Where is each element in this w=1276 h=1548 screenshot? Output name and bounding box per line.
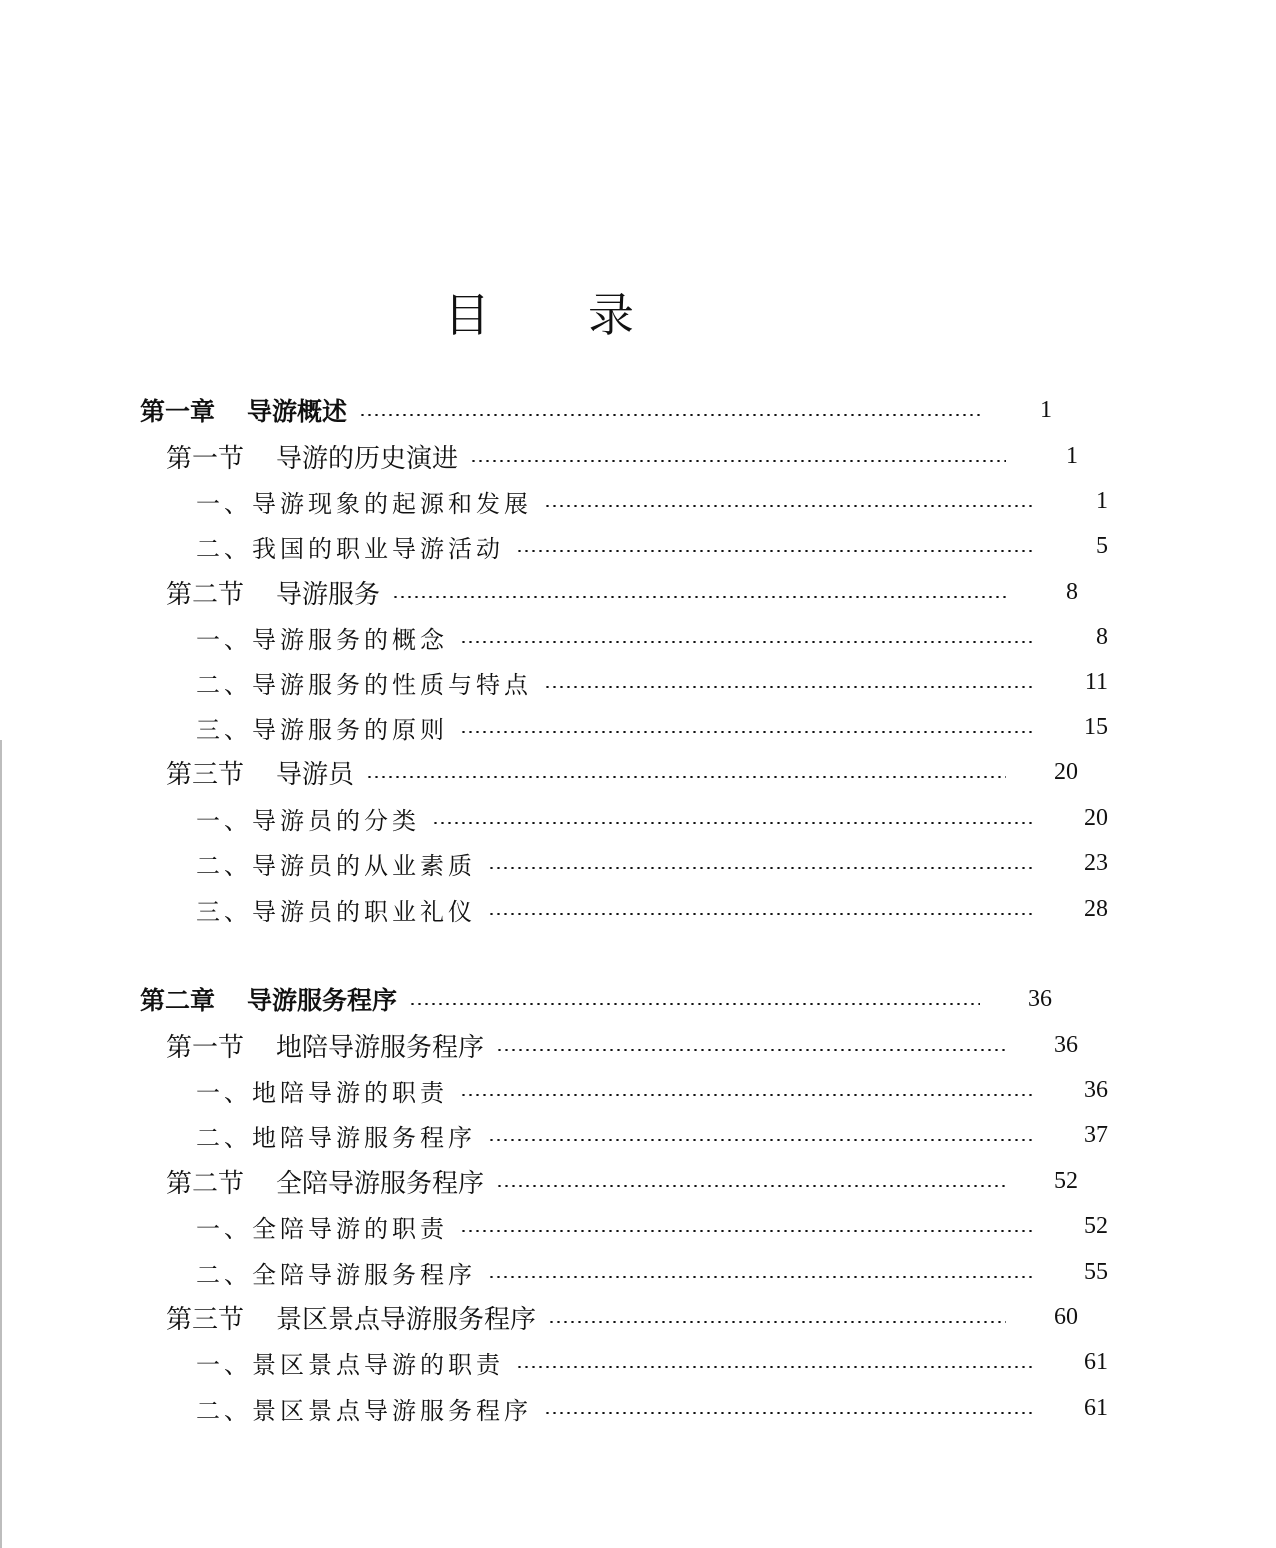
dot-leader — [460, 1094, 1036, 1096]
toc-item-row[interactable] — [0, 1206, 1276, 1246]
toc-entry-title: 一、全陪导游的职责 — [196, 1214, 448, 1243]
dot-leader — [366, 776, 1006, 778]
toc-entry-label — [196, 484, 532, 519]
dot-leader — [460, 1230, 1036, 1232]
toc-chapter-row[interactable] — [0, 979, 1220, 1019]
toc-page-number: 61 — [1084, 1348, 1108, 1375]
toc-page-number: 15 — [1084, 713, 1108, 740]
toc-entry-label — [196, 620, 448, 655]
toc-section-row[interactable] — [0, 436, 1246, 476]
dot-leader — [488, 913, 1036, 915]
toc-entry-number: 第一节 — [166, 1032, 245, 1063]
toc-entry-title: 二、我国的职业导游活动 — [196, 534, 504, 563]
dot-leader — [409, 1003, 980, 1005]
dot-leader — [544, 686, 1036, 688]
toc-entry-label — [166, 1299, 536, 1336]
toc-page-number: 28 — [1084, 895, 1108, 922]
toc-entry-label — [196, 846, 476, 881]
toc-entry-label — [196, 1118, 476, 1153]
toc-entry-label — [140, 981, 397, 1017]
toc-entry-label — [196, 710, 448, 745]
toc-entry-label — [196, 801, 420, 836]
toc-page-number: 61 — [1084, 1394, 1108, 1421]
toc-section-row[interactable] — [0, 1161, 1246, 1201]
toc-page-number: 36 — [1054, 1031, 1078, 1058]
toc-entry-label — [196, 1255, 476, 1290]
toc-entry-title: 一、导游现象的起源和发展 — [196, 489, 532, 518]
toc-page-number: 5 — [1096, 532, 1108, 559]
toc-page-number: 1 — [1040, 396, 1052, 423]
toc-entry-label — [196, 665, 532, 700]
toc-item-row[interactable] — [0, 1342, 1276, 1382]
toc-entry-label — [196, 892, 476, 927]
toc-entry-title: 一、导游服务的概念 — [196, 625, 448, 654]
toc-entry-title: 三、导游员的职业礼仪 — [196, 897, 476, 926]
dot-leader — [460, 641, 1036, 643]
toc-entry-number: 第二节 — [166, 579, 245, 610]
toc-page-number: 23 — [1084, 849, 1108, 876]
toc-entry-label — [166, 1163, 484, 1200]
toc-page-number: 1 — [1096, 487, 1108, 514]
toc-item-row[interactable] — [0, 1252, 1276, 1292]
dot-leader — [488, 1139, 1036, 1141]
toc-entry-title: 二、导游员的从业素质 — [196, 851, 476, 880]
dot-leader — [470, 460, 1006, 462]
toc-page-number: 52 — [1054, 1167, 1078, 1194]
toc-entry-label — [166, 754, 354, 791]
toc-page-number: 1 — [1066, 442, 1078, 469]
toc-entry-label — [196, 1391, 532, 1426]
page-title — [0, 279, 1080, 345]
toc-entry-number: 第三节 — [166, 1304, 245, 1335]
dot-leader — [460, 731, 1036, 733]
title-char-1: 目 — [444, 287, 492, 342]
toc-page-number: 8 — [1096, 623, 1108, 650]
toc-page-number: 36 — [1084, 1076, 1108, 1103]
dot-leader — [359, 414, 980, 416]
toc-item-row[interactable] — [0, 1115, 1276, 1155]
toc-item-row[interactable] — [0, 617, 1276, 657]
toc-entry-title: 一、导游员的分类 — [196, 806, 420, 835]
dot-leader — [432, 822, 1036, 824]
toc-entry-title: 三、导游服务的原则 — [196, 715, 448, 744]
title-char-2: 录 — [588, 287, 636, 342]
toc-entry-title: 导游的历史演进 — [276, 443, 459, 474]
toc-entry-label — [166, 1027, 484, 1064]
toc-entry-title: 导游服务 — [276, 579, 381, 610]
toc-entry-title: 导游概述 — [247, 397, 348, 426]
toc-entry-title: 二、导游服务的性质与特点 — [196, 670, 532, 699]
toc-page-number: 55 — [1084, 1258, 1108, 1285]
dot-leader — [544, 505, 1036, 507]
toc-entry-number: 第三节 — [166, 759, 245, 790]
toc-page-number: 20 — [1054, 758, 1078, 785]
toc-entry-label — [166, 438, 458, 475]
toc-section-row[interactable] — [0, 1297, 1246, 1337]
toc-item-row[interactable] — [0, 1070, 1276, 1110]
toc-entry-label — [140, 392, 347, 428]
toc-entry-number: 第二节 — [166, 1168, 245, 1199]
toc-entry-title: 二、景区景点导游服务程序 — [196, 1396, 532, 1425]
toc-page-number: 20 — [1084, 804, 1108, 831]
toc-entry-number: 第一章 — [140, 397, 216, 426]
toc-entry-title: 导游服务程序 — [247, 986, 398, 1015]
toc-section-row[interactable] — [0, 572, 1246, 612]
toc-chapter-row[interactable] — [0, 390, 1220, 430]
toc-entry-title: 一、地陪导游的职责 — [196, 1078, 448, 1107]
toc-entry-title: 二、全陪导游服务程序 — [196, 1260, 476, 1289]
toc-entry-title: 景区景点导游服务程序 — [276, 1304, 537, 1335]
toc-entry-title: 一、景区景点导游的职责 — [196, 1350, 504, 1379]
toc-entry-label — [196, 529, 504, 564]
toc-item-row[interactable] — [0, 889, 1276, 929]
toc-item-row[interactable] — [0, 707, 1276, 747]
toc-page-number: 37 — [1084, 1121, 1108, 1148]
toc-item-row[interactable] — [0, 1388, 1276, 1428]
dot-leader — [544, 1412, 1036, 1414]
toc-entry-label — [196, 1073, 448, 1108]
toc-entry-label — [196, 1345, 504, 1380]
toc-page-number: 11 — [1084, 668, 1108, 695]
toc-entry-number: 第二章 — [140, 986, 216, 1015]
toc-item-row[interactable] — [0, 481, 1276, 521]
dot-leader — [488, 867, 1036, 869]
dot-leader — [496, 1185, 1006, 1187]
toc-entry-title: 全陪导游服务程序 — [276, 1168, 485, 1199]
toc-item-row[interactable] — [0, 843, 1276, 883]
toc-section-row[interactable] — [0, 752, 1246, 792]
toc-page-number: 52 — [1084, 1212, 1108, 1239]
toc-page-number: 8 — [1066, 578, 1078, 605]
dot-leader — [488, 1276, 1036, 1278]
toc-item-row[interactable] — [0, 662, 1276, 702]
dot-leader — [392, 596, 1006, 598]
dot-leader — [548, 1321, 1006, 1323]
toc-entry-title: 地陪导游服务程序 — [276, 1032, 485, 1063]
toc-item-row[interactable] — [0, 526, 1276, 566]
dot-leader — [516, 550, 1036, 552]
toc-entry-title: 导游员 — [276, 759, 355, 790]
toc-entry-title: 二、地陪导游服务程序 — [196, 1123, 476, 1152]
dot-leader — [496, 1049, 1006, 1051]
dot-leader — [516, 1366, 1036, 1368]
toc-entry-label — [166, 574, 380, 611]
toc-entry-number: 第一节 — [166, 443, 245, 474]
toc-item-row[interactable] — [0, 798, 1276, 838]
toc-page-number: 36 — [1028, 985, 1052, 1012]
toc-section-row[interactable] — [0, 1025, 1246, 1065]
toc-entry-label — [196, 1209, 448, 1244]
toc-page-number: 60 — [1054, 1303, 1078, 1330]
